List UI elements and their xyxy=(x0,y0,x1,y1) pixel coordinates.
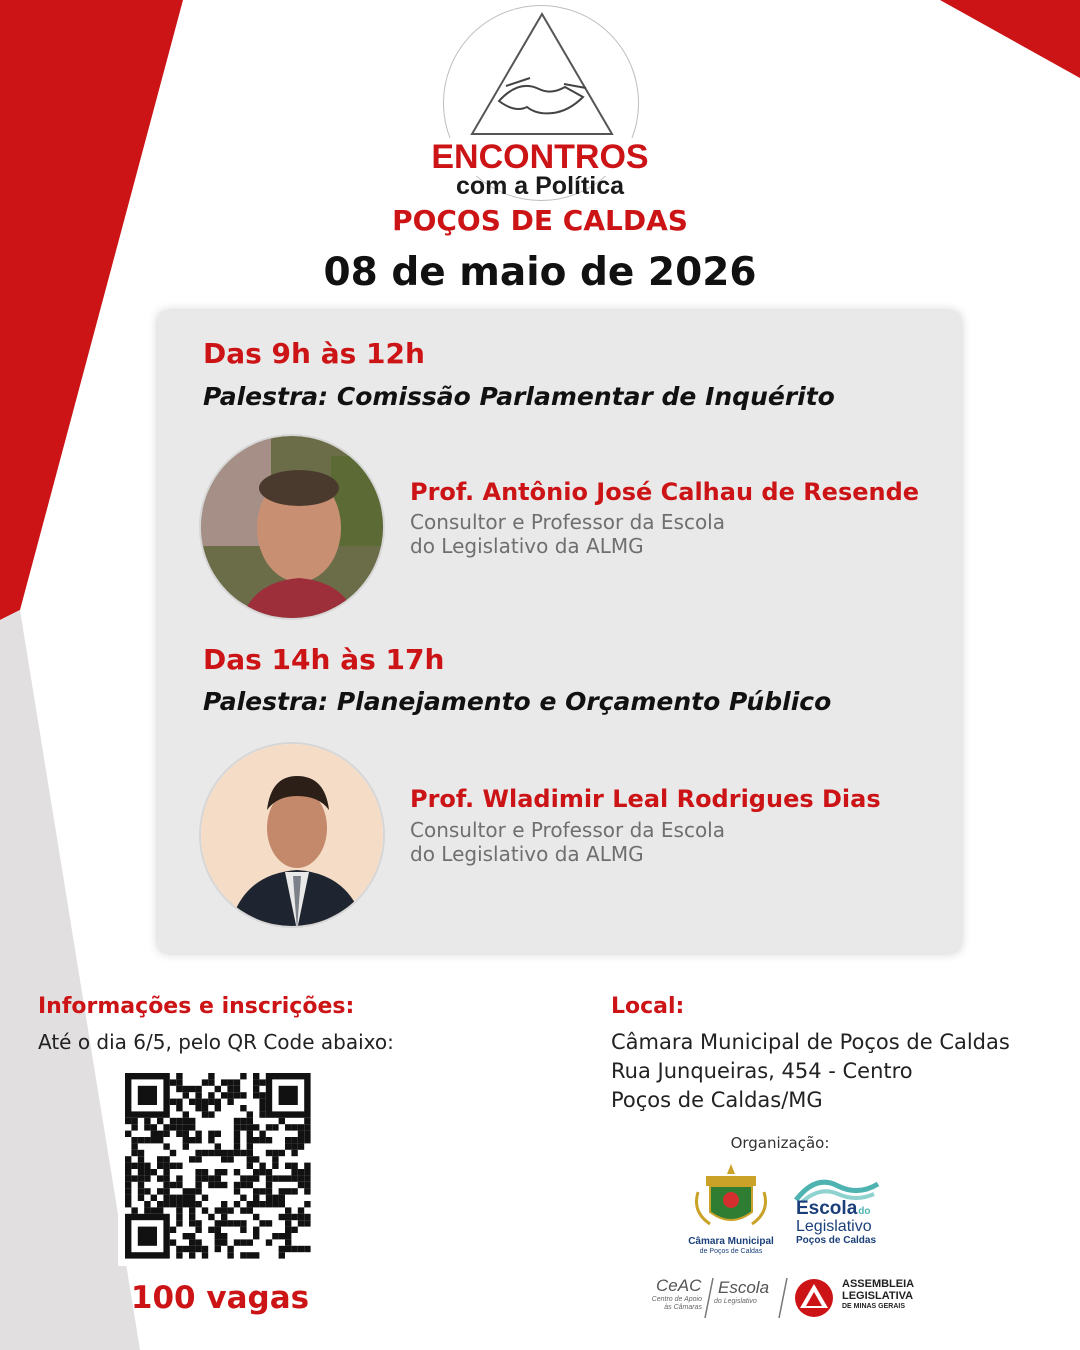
local-title: Local: xyxy=(611,994,685,1019)
local-address-line: Rua Junqueiras, 454 - Centro xyxy=(611,1059,913,1083)
info-text: Até o dia 6/5, pelo QR Code abaixo: xyxy=(38,1030,394,1054)
almg-triangle-icon xyxy=(790,1276,838,1318)
camara-municipal-logo xyxy=(676,1162,786,1262)
vagas-count: 100 vagas xyxy=(130,1280,310,1316)
escola-logo-city: Poços de Caldas xyxy=(796,1235,877,1246)
almg-logo-line: LEGISLATIVA xyxy=(842,1290,914,1302)
speaker-role: Consultor e Professor da Escola xyxy=(410,818,725,842)
session-time: Das 9h às 12h xyxy=(203,337,425,370)
logo-subtitle: com a Política xyxy=(455,172,625,200)
speaker-name: Prof. Antônio José Calhau de Resende xyxy=(410,478,920,506)
camara-logo-sub: de Poços de Caldas xyxy=(699,1248,763,1255)
coat-of-arms-icon xyxy=(676,1162,786,1234)
speaker-photo xyxy=(199,434,385,620)
escola-logo-do: do xyxy=(858,1206,871,1217)
speaker-name: Prof. Wladimir Leal Rodrigues Dias xyxy=(410,785,881,813)
ceac-logo-sub: Centro de Apoio xyxy=(651,1296,702,1303)
speaker-role: do Legislativo da ALMG xyxy=(410,534,644,558)
escola-legislativo-logo xyxy=(792,1172,902,1252)
escola2-logo-sub: do Legislativo xyxy=(714,1298,757,1305)
city-title: POÇOS DE CALDAS xyxy=(392,204,688,237)
logo-title: ENCONTROS xyxy=(360,138,720,176)
camara-logo-name: Câmara Municipal xyxy=(688,1236,774,1247)
qr-code[interactable] xyxy=(118,1066,318,1266)
escola2-logo-title: Escola xyxy=(718,1278,770,1297)
organization-label: Organização: xyxy=(730,1134,830,1152)
almg-logo-line: ASSEMBLEIA xyxy=(842,1278,915,1290)
escola-logo-word: Escola xyxy=(796,1198,858,1219)
almg-logo-line: DE MINAS GERAIS xyxy=(842,1303,906,1310)
event-date: 08 de maio de 2026 xyxy=(323,250,757,295)
partner-logos xyxy=(632,1276,922,1322)
session-time: Das 14h às 17h xyxy=(203,643,445,676)
divider-icon xyxy=(778,1278,788,1318)
ceac-logo-sub: às Câmaras xyxy=(664,1304,702,1311)
speaker-role: Consultor e Professor da Escola xyxy=(410,510,725,534)
info-title: Informações e inscrições: xyxy=(38,994,355,1019)
local-address-line: Poços de Caldas/MG xyxy=(611,1088,823,1112)
local-address-line: Câmara Municipal de Poços de Caldas xyxy=(611,1030,1010,1054)
speaker-photo xyxy=(199,742,385,928)
escola-logo-title xyxy=(796,1198,870,1220)
session-talk-title: Palestra: Comissão Parlamentar de Inquérito xyxy=(203,382,835,411)
session-talk-title: Palestra: Planejamento e Orçamento Público xyxy=(203,687,832,716)
divider-icon xyxy=(704,1278,714,1318)
speaker-role: do Legislativo da ALMG xyxy=(410,842,644,866)
ceac-logo-title: CeAC xyxy=(656,1276,702,1295)
escola-logo-sub: Legislativo xyxy=(796,1218,872,1235)
